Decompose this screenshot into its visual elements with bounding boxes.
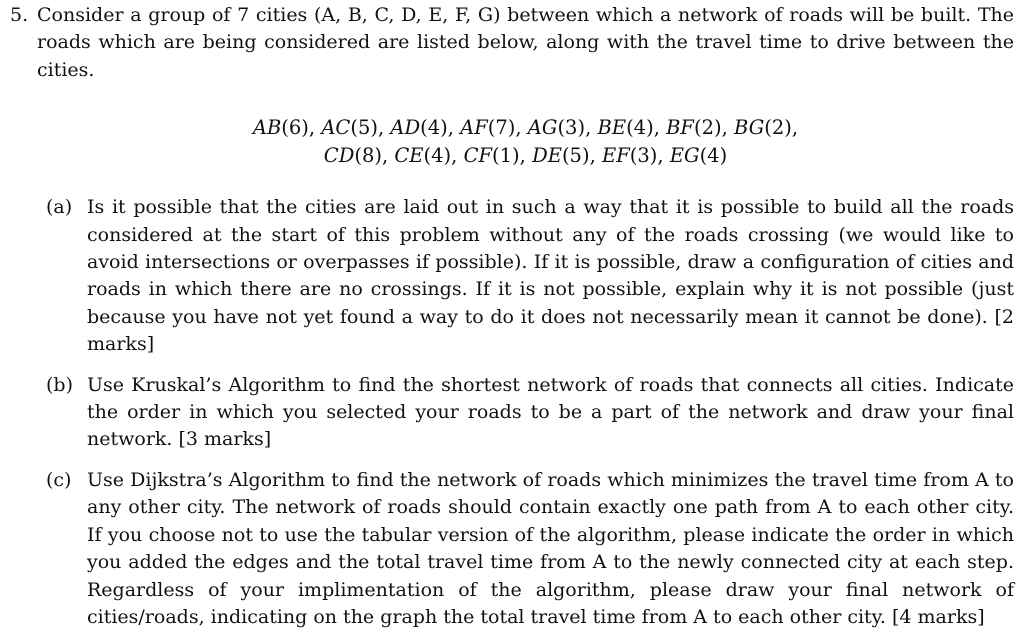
problem-intro: Consider a group of 7 cities (A, B, C, D, E, F, G) between which a network of roads will be built. The roads which are being considered are listed below, along with the travel time to drive between the cities. — [37, 4, 1014, 81]
road-separator: , — [791, 116, 799, 140]
road-separator: , — [653, 116, 667, 140]
road-edge: AD — [390, 116, 421, 140]
problem-header — [10, 2, 1014, 84]
road-item — [528, 116, 598, 139]
road-edge: AC — [321, 116, 351, 140]
road-separator: , — [377, 116, 391, 140]
road-separator: , — [657, 143, 670, 167]
road-separator: , — [589, 143, 602, 167]
road-weight: (4) — [699, 143, 728, 167]
road-weight: (3) — [557, 116, 586, 140]
road-edge: CD — [323, 143, 355, 167]
road-edge: DE — [532, 143, 562, 167]
part-c — [37, 467, 1014, 631]
part-label: (a) — [46, 196, 73, 219]
part-text: Use Kruskal’s Algorithm to find the shortest network of roads that connects all cities. Indicate the order in which you selected your roads to be a part of the network and draw your final network. [3 marks] — [87, 373, 1014, 451]
road-edge: BE — [597, 116, 627, 140]
road-separator: , — [721, 116, 734, 140]
road-list — [37, 114, 1014, 169]
road-item — [602, 144, 670, 167]
road-separator: , — [519, 143, 533, 167]
road-weight: (3) — [629, 143, 658, 167]
road-edge: CE — [394, 143, 424, 167]
road-edge: BF — [666, 116, 694, 140]
road-item — [324, 144, 395, 167]
road-edge: BG — [734, 116, 765, 140]
road-edge: AF — [460, 116, 488, 140]
road-item — [464, 144, 532, 167]
part-text: Use Dijkstra’s Algorithm to find the network of roads which minimizes the travel time from A to any other city. The network of roads should contain exactly one path from A to each other city. If you choose not to use the tabular version of the algorithm, please indicate the order in which you added the edges and the total travel time from A to the newly connected city at each step. Regardless of your implimentation of the algorithm, please draw your final network of cities/roads, indicating on the graph the total travel time from A to each other city. [4 marks] — [87, 468, 1014, 628]
road-separator: , — [585, 116, 598, 140]
road-edge: EG — [669, 143, 700, 167]
road-item — [460, 116, 528, 139]
road-weight: (2) — [764, 116, 792, 140]
road-item — [734, 116, 798, 139]
part-a — [37, 194, 1014, 358]
road-separator: , — [515, 116, 528, 140]
road-weight: (7) — [487, 116, 516, 140]
road-weight: (5) — [561, 143, 590, 167]
road-item — [666, 116, 734, 139]
road-separator: , — [451, 143, 464, 167]
road-weight: (4) — [423, 143, 452, 167]
road-weight: (8) — [354, 143, 382, 167]
problem-number: 5. — [10, 4, 29, 26]
road-edge: CF — [463, 143, 493, 167]
road-list-line-1 — [37, 114, 1014, 142]
road-item — [321, 116, 390, 139]
road-weight: (5) — [350, 116, 378, 140]
road-item — [532, 144, 602, 167]
road-edge: AB — [252, 116, 282, 140]
road-weight: (4) — [626, 116, 654, 140]
part-b — [37, 372, 1014, 454]
problem-parts — [37, 194, 1014, 631]
road-edge: AG — [527, 116, 558, 140]
road-weight: (6) — [281, 116, 309, 140]
road-weight: (1) — [492, 143, 520, 167]
part-label: (b) — [46, 373, 73, 396]
road-edge: EF — [601, 143, 630, 167]
part-text: Is it possible that the cities are laid out in such a way that it is possible to build all the roads considered at the start of this problem without any of the roads crossing (we would like to avoid intersections or overpasses if possible). If it is possible, draw a configuration of cities and roads in which there are no crossings. If it is not possible, explain why it is not possible (just because you have not yet found a way to do it does not necessarily mean it cannot be done). [2 marks] — [87, 196, 1014, 356]
road-item — [394, 144, 463, 167]
part-label: (c) — [46, 468, 72, 491]
road-separator: , — [381, 143, 395, 167]
road-item — [390, 116, 460, 139]
road-weight: (2) — [693, 116, 722, 140]
road-item — [597, 116, 666, 139]
road-separator: , — [308, 116, 322, 140]
road-separator: , — [447, 116, 461, 140]
road-weight: (4) — [420, 116, 448, 140]
road-item — [670, 144, 727, 167]
road-list-line-2 — [37, 142, 1014, 170]
road-item — [253, 116, 321, 139]
problem-5 — [10, 2, 1014, 644]
